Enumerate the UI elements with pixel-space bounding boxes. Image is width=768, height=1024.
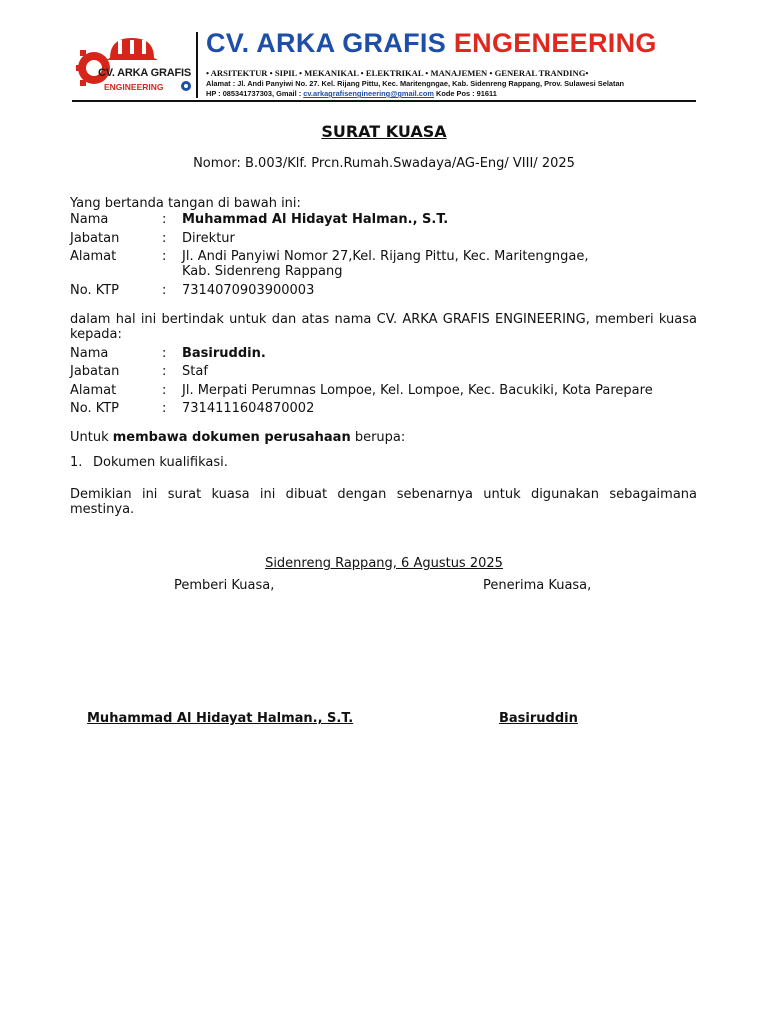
purpose-bold: membawa dokumen perusahaan (112, 430, 351, 445)
list-item: Dokumen kualifikasi. (93, 455, 228, 470)
colon: : (162, 346, 167, 361)
grantor-address-label: Alamat (70, 249, 117, 264)
grantor-position: Direktur (182, 231, 235, 246)
logo-company-name: CV. ARKA GRAFIS (98, 67, 191, 79)
grantor-name-label: Nama (70, 212, 109, 227)
grantor-position-label: Jabatan (70, 231, 120, 246)
letterhead (72, 28, 696, 102)
list-item-number: 1. (70, 455, 83, 470)
colon: : (162, 249, 167, 264)
grantor-signature-name: Muhammad Al Hidayat Halman., S.T. (87, 711, 354, 726)
company-logo (76, 32, 192, 98)
grantor-address-line1: Jl. Andi Panyiwi Nomor 27,Kel. Rijang Pittu, Kec. Maritengngae, (182, 249, 589, 264)
grantee-address: Jl. Merpati Perumnas Lompoe, Kel. Lompoe, Kec. Bacukiki, Kota Parepare (182, 383, 653, 398)
purpose-suffix: berupa: (350, 430, 406, 445)
company-address: Alamat : Jl. Andi Panyiwi No. 27. Kel. Rijang Pittu, Kec. Maritengngae, Kab. Sidenreng Rappang, Prov. Sulawesi Selatan (206, 79, 625, 88)
colon: : (162, 383, 167, 398)
grantee-position-label: Jabatan (70, 364, 120, 379)
services-line: • ARSITEKTUR • SIPIL • MEKANIKAL • ELEKTRIKAL • MANAJEMEN • GENERAL TRANDING• (206, 68, 589, 78)
grantee-name-label: Nama (70, 346, 109, 361)
closing-paragraph: Demikian ini surat kuasa ini dibuat dengan sebenarnya untuk digunakan sebagaimana mestinya. (70, 487, 697, 517)
company-phone: HP : 085341737303, Gmail : (206, 89, 302, 98)
logo-company-subtitle: ENGINEERING (104, 82, 164, 92)
grantee-ktp-label: No. KTP (70, 401, 120, 416)
place-date: Sidenreng Rappang, 6 Agustus 2025 (265, 556, 503, 571)
grantee-signature-name: Basiruddin (499, 711, 578, 726)
letterhead-rule (72, 100, 696, 102)
company-title-engineering: ENGENEERING (453, 28, 657, 58)
company-postal-code: Kode Pos : 91611 (436, 89, 497, 98)
colon: : (162, 364, 167, 379)
grantor-ktp: 7314070903900003 (182, 283, 315, 298)
colon: : (162, 401, 167, 416)
grantor-caption: Pemberi Kuasa, (174, 578, 275, 593)
grantee-name: Basiruddin. (182, 346, 266, 361)
authorization-paragraph: dalam hal ini bertindak untuk dan atas nama CV. ARKA GRAFIS ENGINEERING, memberi kuasa kepada: (70, 312, 697, 342)
grantor-address-line2: Kab. Sidenreng Rappang (182, 264, 343, 279)
document-number: Nomor: B.003/Klf. Prcn.Rumah.Swadaya/AG-Eng/ VIII/ 2025 (193, 156, 575, 171)
grantee-ktp: 7314111604870002 (182, 401, 315, 416)
colon: : (162, 212, 167, 227)
company-email-link[interactable]: cv.arkagrafisengineering@gmail.com (303, 89, 434, 98)
letterhead-divider (196, 32, 198, 98)
colon: : (162, 231, 167, 246)
company-title-main: CV. ARKA GRAFIS (206, 28, 447, 58)
grantee-address-label: Alamat (70, 383, 117, 398)
purpose-text (70, 430, 405, 445)
company-contact (206, 89, 497, 98)
grantee-caption: Penerima Kuasa, (483, 578, 592, 593)
grantor-ktp-label: No. KTP (70, 283, 120, 298)
company-title (206, 28, 657, 59)
colon: : (162, 283, 167, 298)
grantor-name: Muhammad Al Hidayat Halman., S.T. (182, 212, 449, 227)
grantee-position: Staf (182, 364, 208, 379)
purpose-prefix: Untuk (70, 430, 113, 445)
intro-text: Yang bertanda tangan di bawah ini: (70, 196, 301, 211)
document-title: SURAT KUASA (321, 122, 447, 141)
